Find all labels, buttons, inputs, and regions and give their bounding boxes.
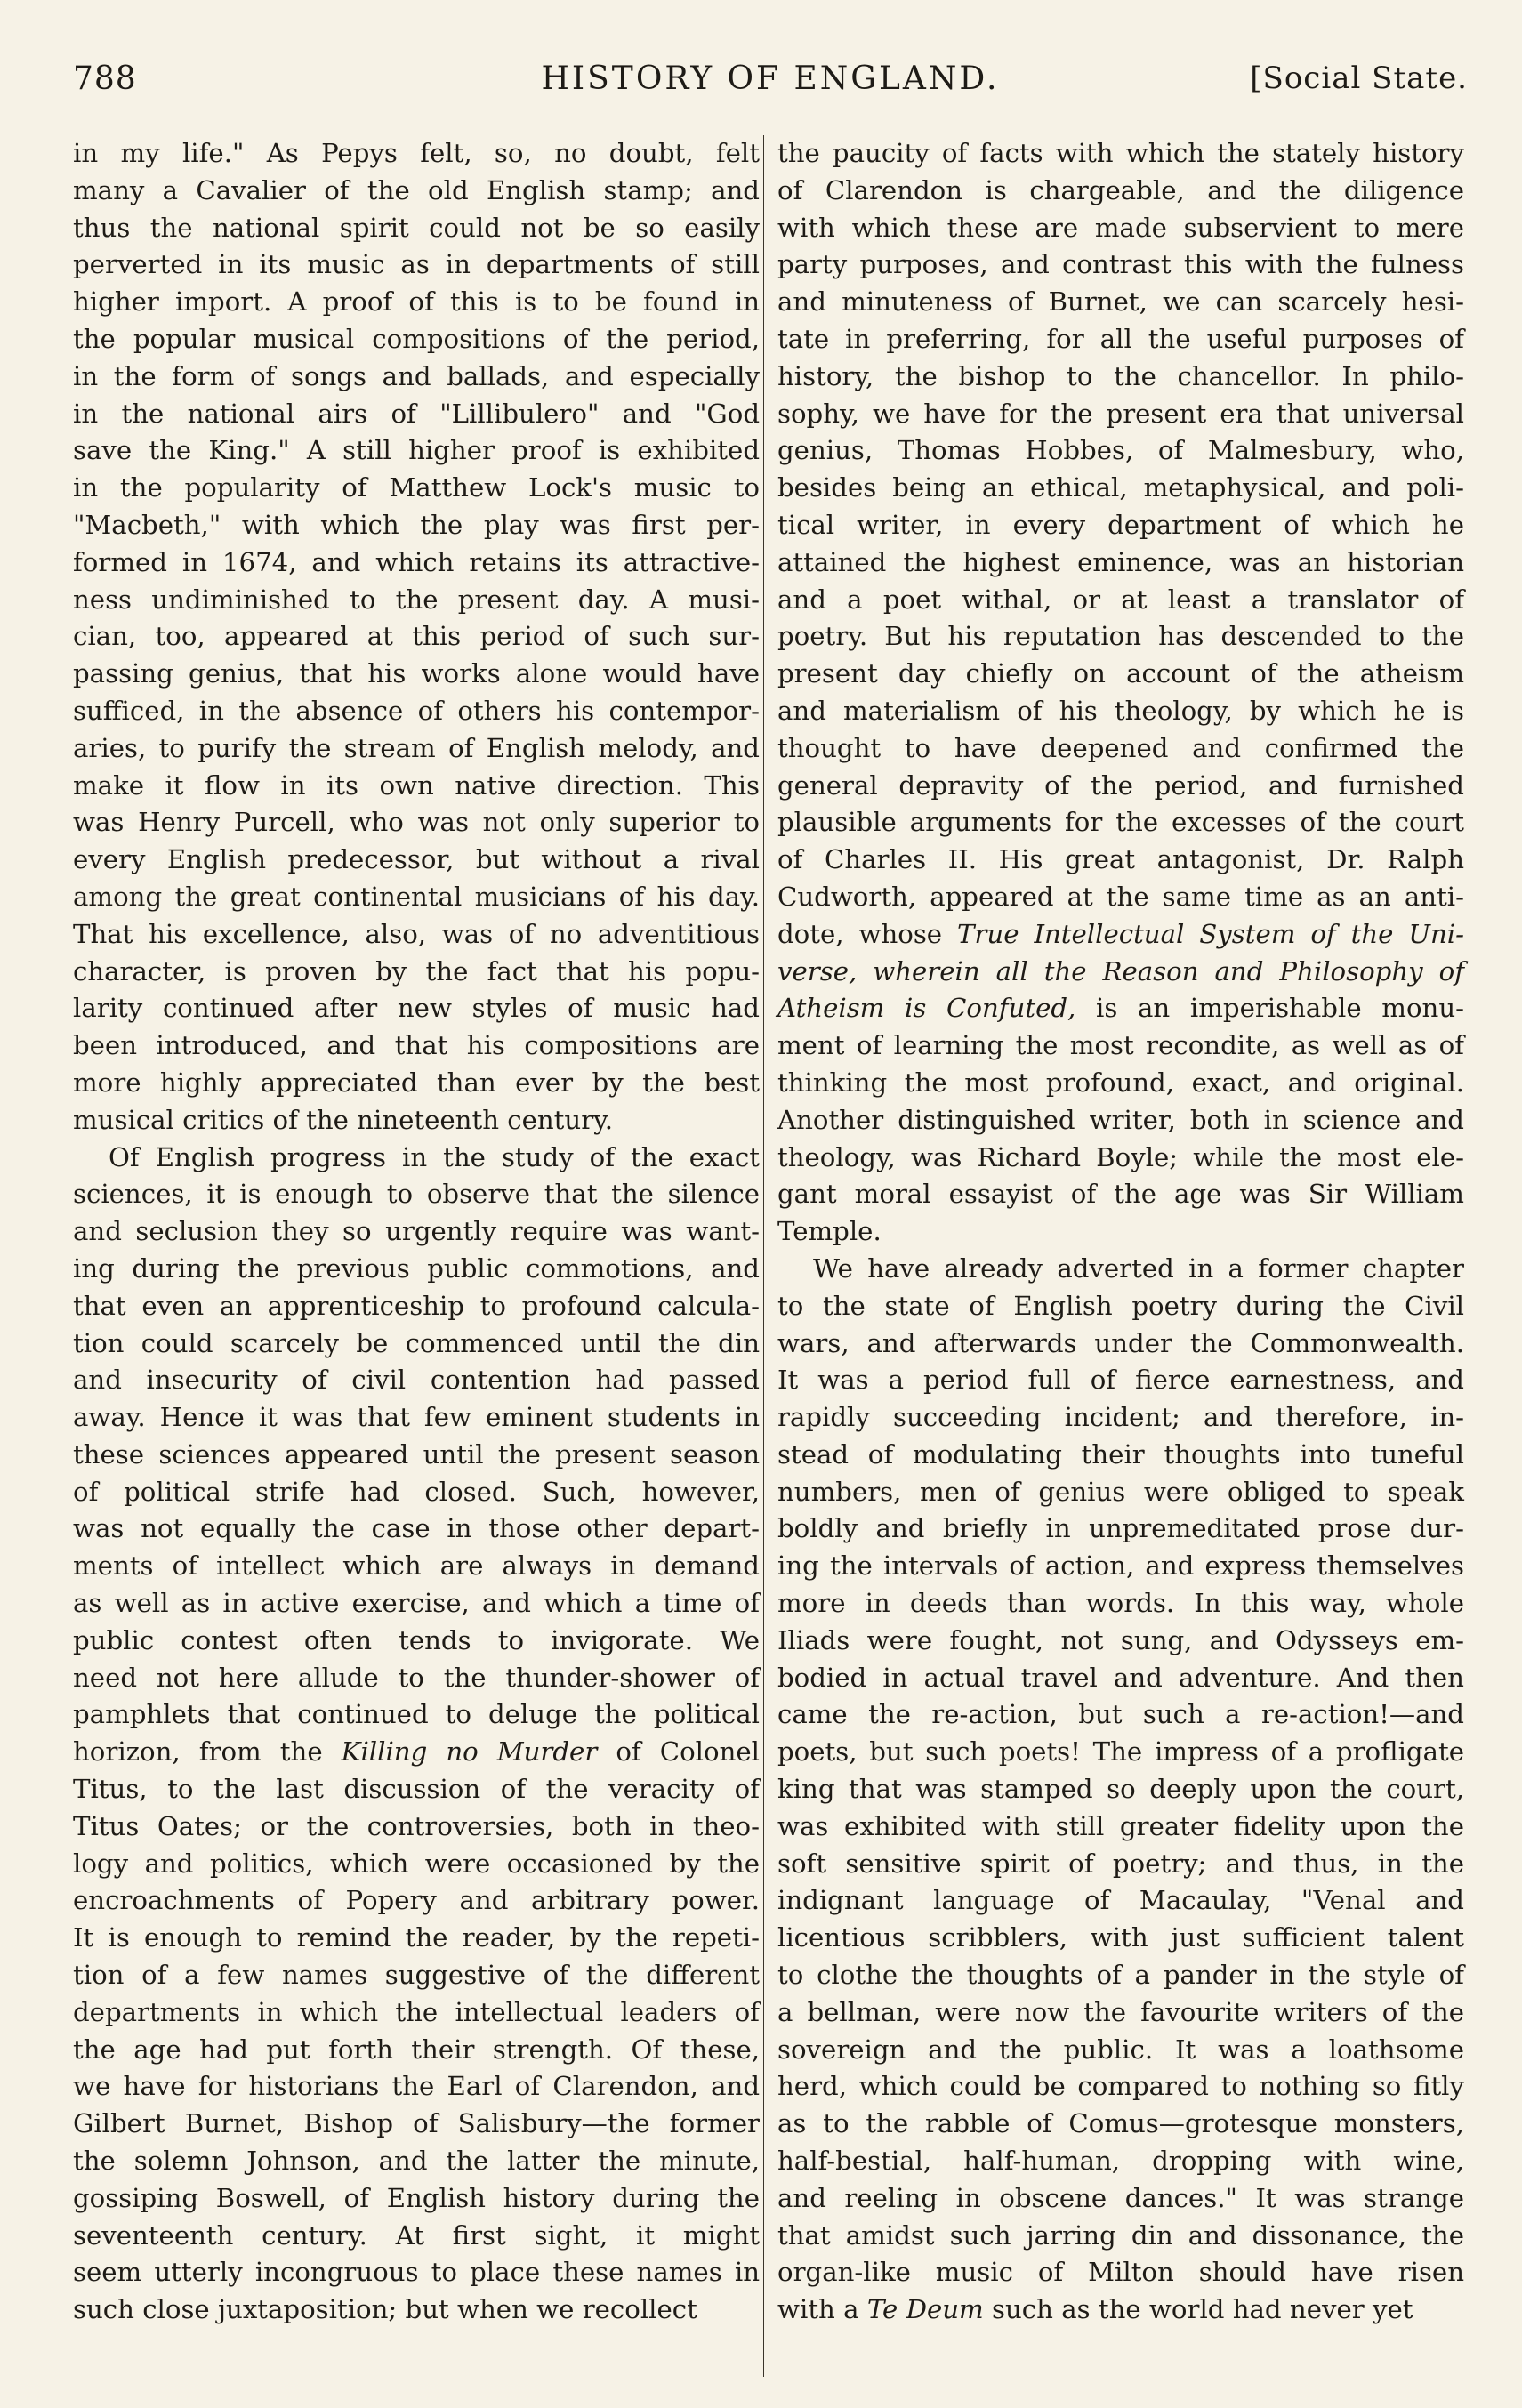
text-line: We have already adverted in a former chapter — [813, 1252, 1464, 1284]
text-line: poets, but such poets! The impress of a profligate — [777, 1736, 1464, 1768]
text-line: in the form of songs and ballads, and especially — [73, 360, 760, 391]
text-line: ments of intellect which are always in demand — [73, 1550, 760, 1582]
text-line: attained the highest eminence, was an historian — [777, 546, 1464, 577]
text-line: "Macbeth," with which the play was first per- — [73, 509, 760, 540]
text-line: in my life." As Pepys felt, so, no doubt, felt — [73, 138, 760, 168]
text-line: soft sensitive spirit of poetry; and thus, in the — [777, 1848, 1464, 1879]
text-line: half-bestial, half-human, dropping with wine, — [777, 2146, 1464, 2177]
text-line: away. Hence it was that few eminent students in — [73, 1402, 760, 1433]
text-line: with which these are made subservient to mere — [777, 212, 1464, 243]
page-number: 788 — [73, 60, 137, 97]
text-line: the solemn Johnson, and the latter the minute, — [73, 2146, 760, 2177]
text-line: seventeenth century. At first sight, it might — [73, 2219, 760, 2251]
text-line: bodied in actual travel and adventure. And then — [777, 1662, 1464, 1693]
text-line: party purposes, and contrast this with the fulness — [777, 249, 1464, 280]
text-line: gant moral essayist of the age was Sir William — [777, 1179, 1464, 1210]
text-line: passing genius, that his works alone would have — [73, 658, 760, 689]
text-line: ing during the previous public commotions, and — [73, 1252, 760, 1284]
text-line: It is enough to remind the reader, by the repeti- — [73, 1922, 760, 1953]
text-line: numbers, men of genius were obliged to speak — [777, 1476, 1464, 1507]
text-line: dote, whose True Intellectual System of the Uni- — [777, 918, 1464, 949]
text-line: That his excellence, also, was of no adventitious — [73, 918, 760, 949]
text-line: sciences, it is enough to observe that the silence — [73, 1179, 760, 1210]
text-line: perverted in its music as in departments of still — [73, 249, 760, 280]
text-line: character, is proven by the fact that his popu- — [73, 955, 760, 987]
text-line: besides being an ethical, metaphysical, and poli- — [777, 472, 1464, 503]
text-line: that amidst such jarring din and dissonance, the — [777, 2219, 1464, 2251]
text-line: was Henry Purcell, who was not only superior to — [73, 807, 760, 838]
text-line: Titus Oates; or the controversies, both in theo- — [73, 1810, 760, 1841]
text-line: cian, too, appeared at this period of such sur- — [73, 621, 760, 652]
text-line: the paucity of facts with which the stately history — [777, 138, 1464, 168]
text-line: as to the rabble of Comus—grotesque monsters, — [777, 2108, 1464, 2139]
text-line: and insecurity of civil contention had passed — [73, 1365, 760, 1396]
text-line: been introduced, and that his compositions are — [73, 1030, 760, 1061]
text-line: herd, which could be compared to nothing so fitly — [777, 2071, 1464, 2102]
text-line: of Charles II. His great antagonist, Dr. Ralph — [777, 844, 1464, 875]
text-line: in the popularity of Matthew Lock's music to — [73, 472, 760, 503]
section-label: [Social State. — [1250, 60, 1468, 96]
text-line: more in deeds than words. In this way, whole — [777, 1588, 1464, 1619]
text-line: Iliads were fought, not sung, and Odysseys em- — [777, 1624, 1464, 1655]
text-line: thinking the most profound, exact, and original. — [777, 1067, 1464, 1098]
text-line: thought to have deepened and confirmed the — [777, 732, 1464, 763]
text-line: we have for historians the Earl of Clarendon, and — [73, 2071, 760, 2102]
text-line: the age had put forth their strength. Of these, — [73, 2034, 760, 2065]
text-line: in the national airs of "Lillibulero" and "God — [73, 398, 760, 429]
running-header — [73, 60, 1468, 114]
text-line: aries, to purify the stream of English melody, and — [73, 732, 760, 763]
text-line: sufficed, in the absence of others his contempor- — [73, 695, 760, 726]
text-line: higher import. A proof of this is to be found in — [73, 286, 760, 318]
text-line: indignant language of Macaulay, "Venal and — [777, 1885, 1464, 1916]
text-line: sovereign and the public. It was a loathsome — [777, 2034, 1464, 2065]
text-line: general depravity of the period, and furnished — [777, 769, 1464, 801]
text-line: ing the intervals of action, and express themselves — [777, 1550, 1464, 1582]
text-line: rapidly succeeding incident; and therefore, in- — [777, 1402, 1464, 1433]
text-line: need not here allude to the thunder-shower of — [73, 1662, 760, 1693]
text-line: verse, wherein all the Reason and Philosophy of — [777, 955, 1464, 987]
text-line: stead of modulating their thoughts into tuneful — [777, 1438, 1464, 1470]
text-line: larity continued after new styles of music had — [73, 993, 760, 1024]
text-line: make it flow in its own native direction. This — [73, 769, 760, 801]
text-line: formed in 1674, and which retains its attractive- — [73, 546, 760, 577]
text-line: departments in which the intellectual leaders of — [73, 1996, 760, 2027]
text-line: gossiping Boswell, of English history during the — [73, 2182, 760, 2213]
text-line: plausible arguments for the excesses of the court — [777, 807, 1464, 838]
text-line: of Clarendon is chargeable, and the diligence — [777, 174, 1464, 205]
text-line: Of English progress in the study of the exact — [109, 1141, 760, 1172]
text-line: that even an apprenticeship to profound calcula- — [73, 1290, 760, 1321]
text-line: Cudworth, appeared at the same time as an anti- — [777, 881, 1464, 912]
running-title: HISTORY OF ENGLAND. — [541, 60, 1000, 97]
text-line: the popular musical compositions of the period, — [73, 323, 760, 354]
left-column — [73, 135, 760, 2332]
text-line: and a poet withal, or at least a translator of — [777, 584, 1464, 615]
text-line: thus the national spirit could not be so easily — [73, 212, 760, 243]
text-line: these sciences appeared until the present season — [73, 1438, 760, 1470]
text-line: and materialism of his theology, by which he is — [777, 695, 1464, 726]
text-line: poetry. But his reputation has descended to the — [777, 621, 1464, 652]
text-line: ness undiminished to the present day. A musi- — [73, 584, 760, 615]
text-line: ment of learning the most recondite, as well as of — [777, 1030, 1464, 1061]
text-line: encroachments of Popery and arbitrary power. — [73, 1885, 760, 1916]
text-line: theology, was Richard Boyle; while the most ele- — [777, 1141, 1464, 1172]
text-line: and minuteness of Burnet, we can scarcely hesi- — [777, 286, 1464, 318]
text-line: and seclusion they so urgently require was want- — [73, 1216, 760, 1247]
text-line: sophy, we have for the present era that universal — [777, 398, 1464, 429]
text-line: tion of a few names suggestive of the different — [73, 1960, 760, 1991]
text-line: Titus, to the last discussion of the veracity of — [73, 1774, 760, 1805]
text-line: pamphlets that continued to deluge the political — [73, 1699, 760, 1730]
text-line: It was a period full of fierce earnestness, and — [777, 1365, 1464, 1396]
text-line: genius, Thomas Hobbes, of Malmesbury, who, — [777, 435, 1464, 466]
text-line: public contest often tends to invigorate. We — [73, 1624, 760, 1655]
text-line: Atheism is Confuted, is an imperishable monu- — [777, 993, 1464, 1024]
text-line: Another distinguished writer, both in science and — [777, 1104, 1464, 1135]
text-line: Temple. — [777, 1216, 882, 1247]
column-divider — [763, 135, 764, 2377]
text-line: boldly and briefly in unpremeditated prose dur- — [777, 1513, 1464, 1544]
text-line: with a Te Deum such as the world had never yet — [777, 2294, 1413, 2325]
text-line: king that was stamped so deeply upon the court, — [777, 1774, 1464, 1805]
text-line: tical writer, in every department of which he — [777, 509, 1464, 540]
text-line: tion could scarcely be commenced until the din — [73, 1327, 760, 1358]
text-line: organ-like music of Milton should have risen — [777, 2257, 1464, 2288]
text-line: among the great continental musicians of his day. — [73, 881, 760, 912]
text-line: history, the bishop to the chancellor. In philo- — [777, 360, 1464, 391]
text-line: came the re-action, but such a re-action!—and — [777, 1699, 1464, 1730]
text-line: was exhibited with still greater fidelity upon the — [777, 1810, 1464, 1841]
text-line: save the King." A still higher proof is exhibited — [73, 435, 760, 466]
text-line: horizon, from the Killing no Murder of Colonel — [73, 1736, 760, 1768]
text-line: as well as in active exercise, and which a time of — [73, 1588, 760, 1619]
text-line: of political strife had closed. Such, however, — [73, 1476, 760, 1507]
text-line: logy and politics, which were occasioned by the — [73, 1848, 760, 1879]
text-line: seem utterly incongruous to place these names in — [73, 2257, 760, 2288]
text-line: wars, and afterwards under the Commonwealth. — [777, 1327, 1464, 1358]
text-line: was not equally the case in those other depart- — [73, 1513, 760, 1544]
text-line: Gilbert Burnet, Bishop of Salisbury—the former — [73, 2108, 760, 2139]
text-line: to clothe the thoughts of a pander in the style of — [777, 1960, 1464, 1991]
text-line: many a Cavalier of the old English stamp; and — [73, 174, 760, 205]
text-line: such close juxtaposition; but when we recollect — [73, 2294, 697, 2325]
text-line: and reeling in obscene dances." It was strange — [777, 2182, 1464, 2213]
right-column — [777, 135, 1464, 2332]
text-line: licentious scribblers, with just sufficient talent — [777, 1922, 1464, 1953]
text-line: a bellman, were now the favourite writers of the — [777, 1996, 1464, 2027]
text-line: tate in preferring, for all the useful purposes of — [777, 323, 1464, 354]
text-line: to the state of English poetry during the Civil — [777, 1290, 1464, 1321]
text-line: more highly appreciated than ever by the best — [73, 1067, 760, 1098]
text-line: present day chiefly on account of the atheism — [777, 658, 1464, 689]
text-line: musical critics of the nineteenth century. — [73, 1104, 614, 1135]
text-line: every English predecessor, but without a rival — [73, 844, 760, 875]
